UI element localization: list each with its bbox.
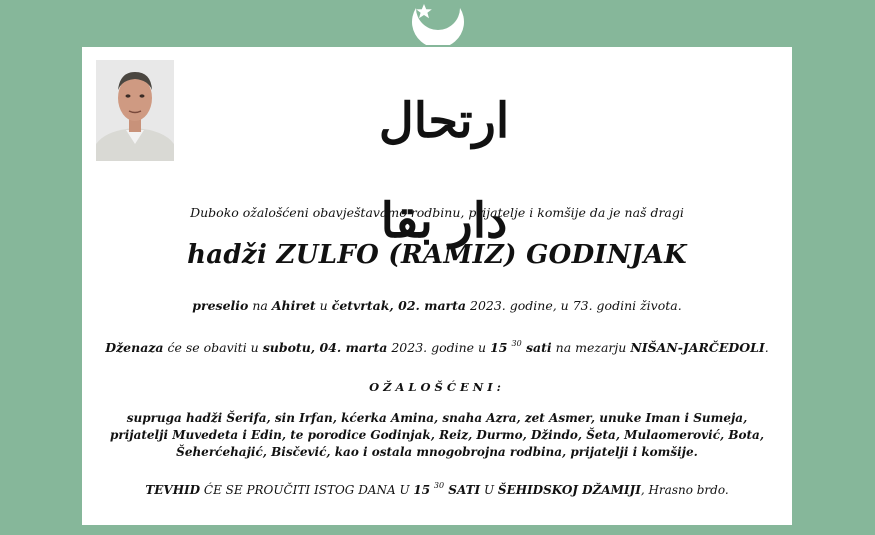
death-notice: preselio na Ahiret u četvrtak, 02. marta 2023. godine, u 73. godini života. bbox=[192, 298, 682, 313]
death-verb: preselio bbox=[192, 298, 249, 313]
intro-text: Duboko ožalošćeni obavještavamo rodbinu, prijatelje i komšije da je naš dragi bbox=[190, 205, 684, 220]
arabic-calligraphy: ارتحال دار بقا bbox=[378, 93, 510, 249]
mourners-heading: OŽALOŠĆENI: bbox=[369, 380, 505, 394]
deceased-photo bbox=[96, 60, 174, 161]
funeral-notice: Dženaza će se obaviti u subotu, 04. marta 2023. godine u 15 $^{30}$ sati na mezarju NIŠAN-JARČEDOLI. bbox=[105, 339, 769, 355]
crescent-star-icon bbox=[398, 0, 478, 45]
obituary-card bbox=[82, 47, 792, 525]
deceased-name: hadži ZULFO (RAMIZ) GODINJAK bbox=[187, 240, 687, 270]
mourners-list: supruga hadži Šerifa, sin Irfan, kćerka Amina, snaha Azra, zet Asmer, unuke Iman i Sumeja, prijatelji Muvedeta i Edin, te porodice Godinjak, Reiz, Durmo, Džindo, Šeta, Mulaomerović, Bota, Šeherćehajić, Bisčević, kao i ostala mnogobrojna rodbina, prijatelji i komšije. bbox=[109, 411, 765, 459]
tevhid-notice: TEVHID ĆE SE PROUČITI ISTOG DANA U 15 $^{30}$ SATI U ŠEHIDSKOJ DŽAMIJI, Hrasno brdo. bbox=[145, 481, 729, 497]
